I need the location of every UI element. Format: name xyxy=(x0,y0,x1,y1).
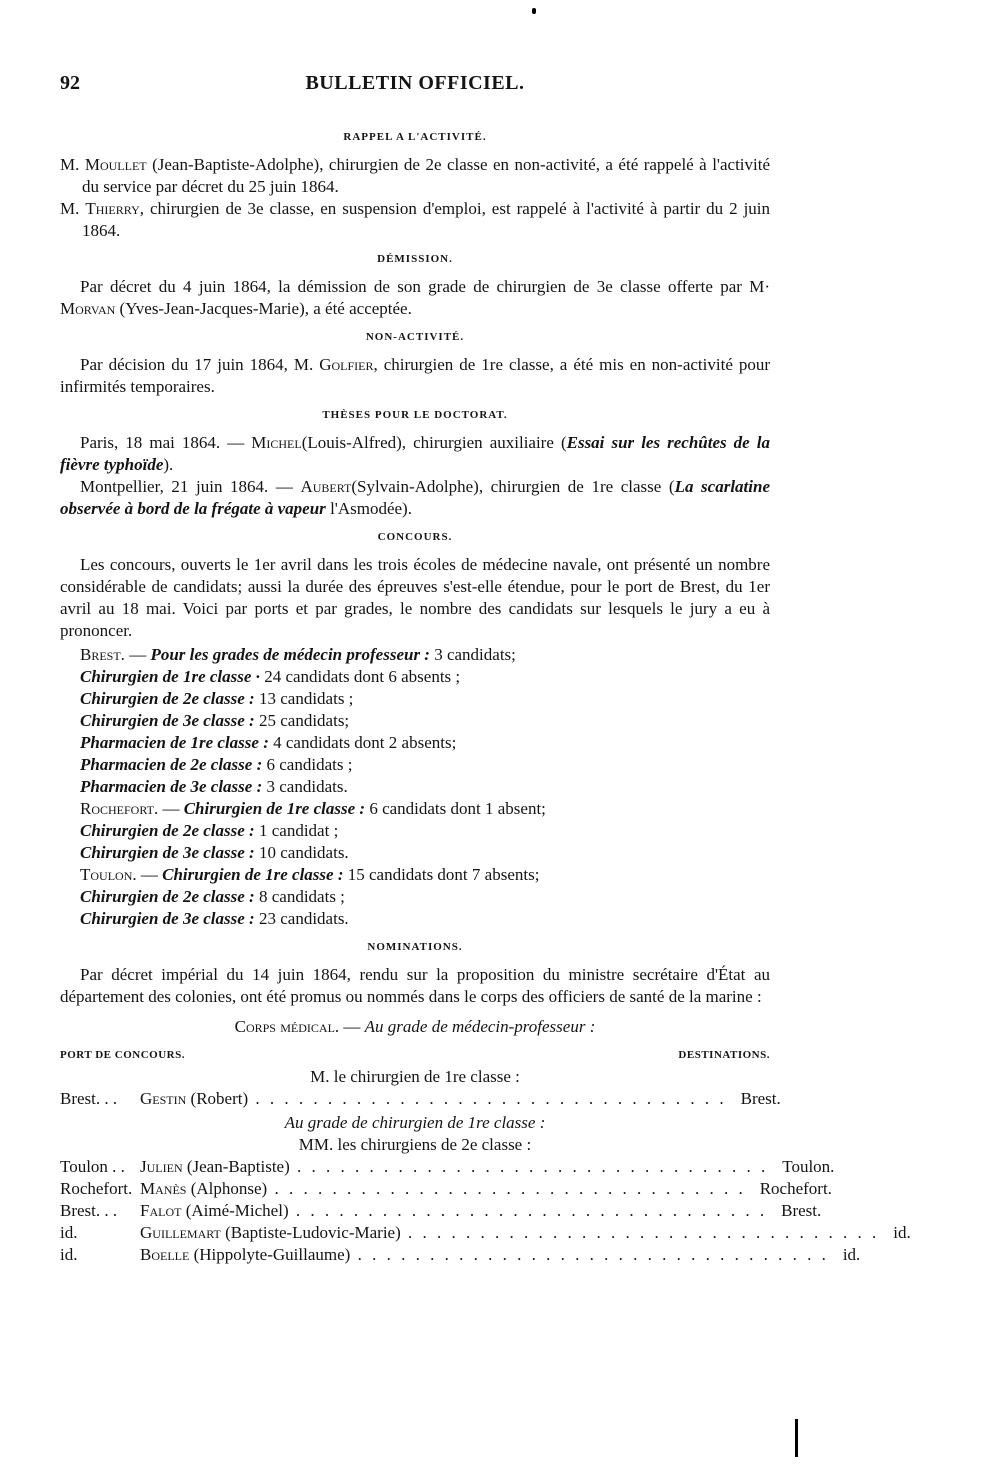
these-entry-2 xyxy=(60,476,770,520)
grade-label: Pharmacien de 3e classe : xyxy=(80,777,263,796)
port-name: Rochefort. xyxy=(80,799,159,818)
nomination-row xyxy=(60,1244,861,1266)
text-run: — xyxy=(140,865,158,884)
rappel-entry-2 xyxy=(60,198,770,242)
concours-line xyxy=(60,644,770,666)
concours-line xyxy=(60,798,770,820)
text-run: (Yves-Jean-Jacques-Marie), a été acceptée. xyxy=(119,299,412,318)
concours-rochefort xyxy=(60,798,770,864)
text-run: — xyxy=(129,645,147,664)
thesis-title: Essai sur les rechûtes de la fièvre typhoïde xyxy=(60,433,771,474)
candidate-count: 8 candidats ; xyxy=(258,887,345,906)
leader-dots: . . . . . . . . . . . . . . . . . . . . . . . . . . . . . . . . . xyxy=(400,1223,880,1242)
surname: Gestin xyxy=(140,1089,187,1108)
corps-heading xyxy=(60,1016,770,1038)
candidate-count: 3 candidats; xyxy=(434,645,516,664)
grade-label: Chirurgien de 1re classe : xyxy=(162,865,344,884)
honorific: M. xyxy=(60,199,80,218)
destination-cell: Toulon. xyxy=(782,1157,835,1176)
candidate-count: 25 candidats; xyxy=(258,711,350,730)
scan-speck xyxy=(532,8,536,14)
corps-label: Corps médical. xyxy=(234,1017,340,1036)
given-names: (Alphonse) xyxy=(190,1179,268,1198)
port-cell: id. xyxy=(60,1223,78,1242)
grade-label: Pour les grades de médecin professeur : xyxy=(150,645,430,664)
destination-cell: id. xyxy=(842,1245,861,1264)
candidate-count: 6 candidats dont 1 absent; xyxy=(369,799,546,818)
text-run: chirurgien de 1re classe, a été mis en non-activité pour infirmités temporaires. xyxy=(60,355,771,396)
candidate-count: 23 candidats. xyxy=(258,909,349,928)
grade-heading: Au grade de chirurgien de 1re classe : xyxy=(284,1113,546,1132)
port-cell: Rochefort. xyxy=(60,1179,133,1198)
concours-line xyxy=(60,908,770,930)
surname: Julien xyxy=(140,1157,183,1176)
surname: Thierry, xyxy=(85,199,144,218)
leader-dots: . . . . . . . . . . . . . . . . . . . . . . . . . . . . . . . . . xyxy=(288,1201,768,1220)
given-names: (Baptiste-Ludovic-Marie) xyxy=(225,1223,401,1242)
given-names: (Hippolyte-Guillaume) xyxy=(193,1245,351,1264)
group-heading: MM. les chirurgiens de 2e classe : xyxy=(298,1135,532,1154)
thesis-title: La scarlatine observée à bord de la frégate à vapeur xyxy=(60,477,770,518)
surname: Manès xyxy=(140,1179,187,1198)
concours-line xyxy=(60,754,770,776)
concours-brest xyxy=(60,644,770,798)
concours-line xyxy=(60,688,770,710)
grade-label: Pharmacien de 1re classe : xyxy=(80,733,269,752)
entry-text: chirurgien de 3e classe, en suspension d'emploi, est rappelé à l'activité à partir du 2 juin 1864. xyxy=(82,199,771,240)
demission-paragraph xyxy=(60,276,770,320)
port-cell: id. xyxy=(60,1245,78,1264)
surname: Guillemart xyxy=(140,1223,221,1242)
candidate-count: 3 candidats. xyxy=(266,777,348,796)
concours-line xyxy=(60,842,770,864)
honorific: M. xyxy=(60,155,80,174)
port-name: Toulon. xyxy=(80,865,137,884)
text-run: l'Asmodée). xyxy=(330,499,412,518)
bulletin-body xyxy=(60,120,911,1266)
section-heading-theses: THÈSES POUR LE DOCTORAT. xyxy=(322,409,508,421)
nomination-row xyxy=(60,1200,822,1222)
grade-label: Chirurgien de 2e classe : xyxy=(80,821,255,840)
entry-text: (Jean-Baptiste-Adolphe), chirurgien de 2e classe en non-activité, a été rappelé à l'activité du service par décret du 25 juin 1864. xyxy=(82,155,771,196)
page-header xyxy=(60,72,770,108)
concours-line xyxy=(60,820,770,842)
grade-heading: Au grade de médecin-professeur : xyxy=(364,1017,596,1036)
surname: Michel xyxy=(251,433,302,452)
given-names: (Aimé-Michel) xyxy=(185,1201,289,1220)
text-run: Montpellier, 21 juin 1864. — xyxy=(80,477,293,496)
surname: Boelle xyxy=(140,1245,190,1264)
surname: Moullet xyxy=(84,155,147,174)
column-header-port: PORT DE CONCOURS. xyxy=(60,1049,185,1061)
nomination-row xyxy=(60,1088,781,1110)
port-cell: Toulon . . xyxy=(60,1157,125,1176)
surname: Aubert xyxy=(300,477,352,496)
candidate-count: 4 candidats dont 2 absents; xyxy=(273,733,457,752)
candidate-count: 6 candidats ; xyxy=(266,755,353,774)
nomination-row xyxy=(60,1222,911,1244)
grade-label: Chirurgien de 2e classe : xyxy=(80,887,255,906)
port-cell: Brest. . . xyxy=(60,1089,118,1108)
concours-line xyxy=(60,732,770,754)
group-heading: M. le chirurgien de 1re classe : xyxy=(310,1067,520,1086)
concours-line xyxy=(60,864,770,886)
grade-label: Chirurgien de 3e classe : xyxy=(80,843,255,862)
section-heading-demission: DÉMISSION. xyxy=(377,253,453,265)
surname: Falot xyxy=(140,1201,182,1220)
section-heading-nominations: NOMINATIONS. xyxy=(367,941,463,953)
candidate-count: 24 candidats dont 6 absents ; xyxy=(264,667,461,686)
leader-dots: . . . . . . . . . . . . . . . . . . . . . . . . . . . . . . . . . xyxy=(248,1089,727,1108)
grade-label: Chirurgien de 1re classe : xyxy=(183,799,366,818)
surname: Morvan xyxy=(60,299,116,318)
section-heading-rappel: RAPPEL A L'ACTIVITÉ. xyxy=(343,131,487,143)
concours-line xyxy=(60,776,770,798)
page-number: 92 xyxy=(60,72,80,94)
section-heading-concours: CONCOURS. xyxy=(377,531,453,543)
nomination-row xyxy=(60,1156,835,1178)
concours-line xyxy=(60,666,770,688)
non-activite-paragraph xyxy=(60,354,770,398)
candidate-count: 10 candidats. xyxy=(258,843,349,862)
text-run: (Louis-Alfred), chirurgien auxiliaire ( xyxy=(301,433,567,452)
destination-cell: id. xyxy=(893,1223,911,1242)
text-run: Paris, 18 mai 1864. — xyxy=(80,433,245,452)
grade-label: Chirurgien de 1re classe · xyxy=(80,667,260,686)
grade-label: Chirurgien de 2e classe : xyxy=(80,689,255,708)
candidate-count: 1 candidat ; xyxy=(258,821,339,840)
scan-edge-mark xyxy=(795,1419,798,1457)
leader-dots: . . . . . . . . . . . . . . . . . . . . . . . . . . . . . . . . . xyxy=(267,1179,746,1198)
destination-cell: Rochefort. xyxy=(759,1179,832,1198)
surname: Golfier, xyxy=(319,355,378,374)
text-run: Par décision du 17 juin 1864, M. xyxy=(80,355,314,374)
candidate-count: 13 candidats ; xyxy=(258,689,354,708)
port-cell: Brest. . . xyxy=(60,1201,118,1220)
text-run: — xyxy=(343,1017,361,1036)
grade-label: Chirurgien de 3e classe : xyxy=(80,711,255,730)
leader-dots: . . . . . . . . . . . . . . . . . . . . . . . . . . . . . . . . . xyxy=(350,1245,829,1264)
text-run: Par décret du 4 juin 1864, la démission de son grade de chirurgien de 3e classe offerte par M· xyxy=(80,277,770,296)
concours-toulon xyxy=(60,864,770,930)
section-heading-non-activite: NON-ACTIVITÉ. xyxy=(365,331,465,343)
text-run: ). xyxy=(163,455,174,474)
column-header-destination: DESTINATIONS. xyxy=(678,1049,770,1061)
grade-label: Chirurgien de 3e classe : xyxy=(80,909,255,928)
nomination-row xyxy=(60,1178,832,1200)
concours-line xyxy=(60,886,770,908)
destination-cell: Brest. xyxy=(781,1201,822,1220)
given-names: (Jean-Baptiste) xyxy=(186,1157,290,1176)
concours-intro: Les concours, ouverts le 1er avril dans les trois écoles de médecine navale, ont présenté un nombre considérable de candidats; aussi la durée des épreuves s'est-elle étendue, pour le port de Brest, du 1er avril au 18 mai. Voici par ports et par grades, le nombre des candidats sur lesquels le jury a eu à prononcer. xyxy=(60,555,770,640)
these-entry-1 xyxy=(60,432,770,476)
concours-line xyxy=(60,710,770,732)
leader-dots: . . . . . . . . . . . . . . . . . . . . . . . . . . . . . . . . . xyxy=(289,1157,769,1176)
running-title: BULLETIN OFFICIEL. xyxy=(305,72,525,94)
text-run: — xyxy=(162,799,180,818)
text-run: (Sylvain-Adolphe), chirurgien de 1re classe ( xyxy=(351,477,675,496)
destination-cell: Brest. xyxy=(740,1089,781,1108)
candidate-count: 15 candidats dont 7 absents; xyxy=(347,865,540,884)
given-names: (Robert) xyxy=(190,1089,249,1108)
column-headers xyxy=(60,1044,770,1066)
nominations-intro: Par décret impérial du 14 juin 1864, rendu sur la proposition du ministre secrétaire d'État au département des colonies, ont été promus ou nommés dans le corps des officiers de santé de la marine : xyxy=(60,965,770,1006)
port-name: Brest. xyxy=(80,645,125,664)
grade-label: Pharmacien de 2e classe : xyxy=(80,755,263,774)
rappel-entry-1 xyxy=(60,154,770,198)
